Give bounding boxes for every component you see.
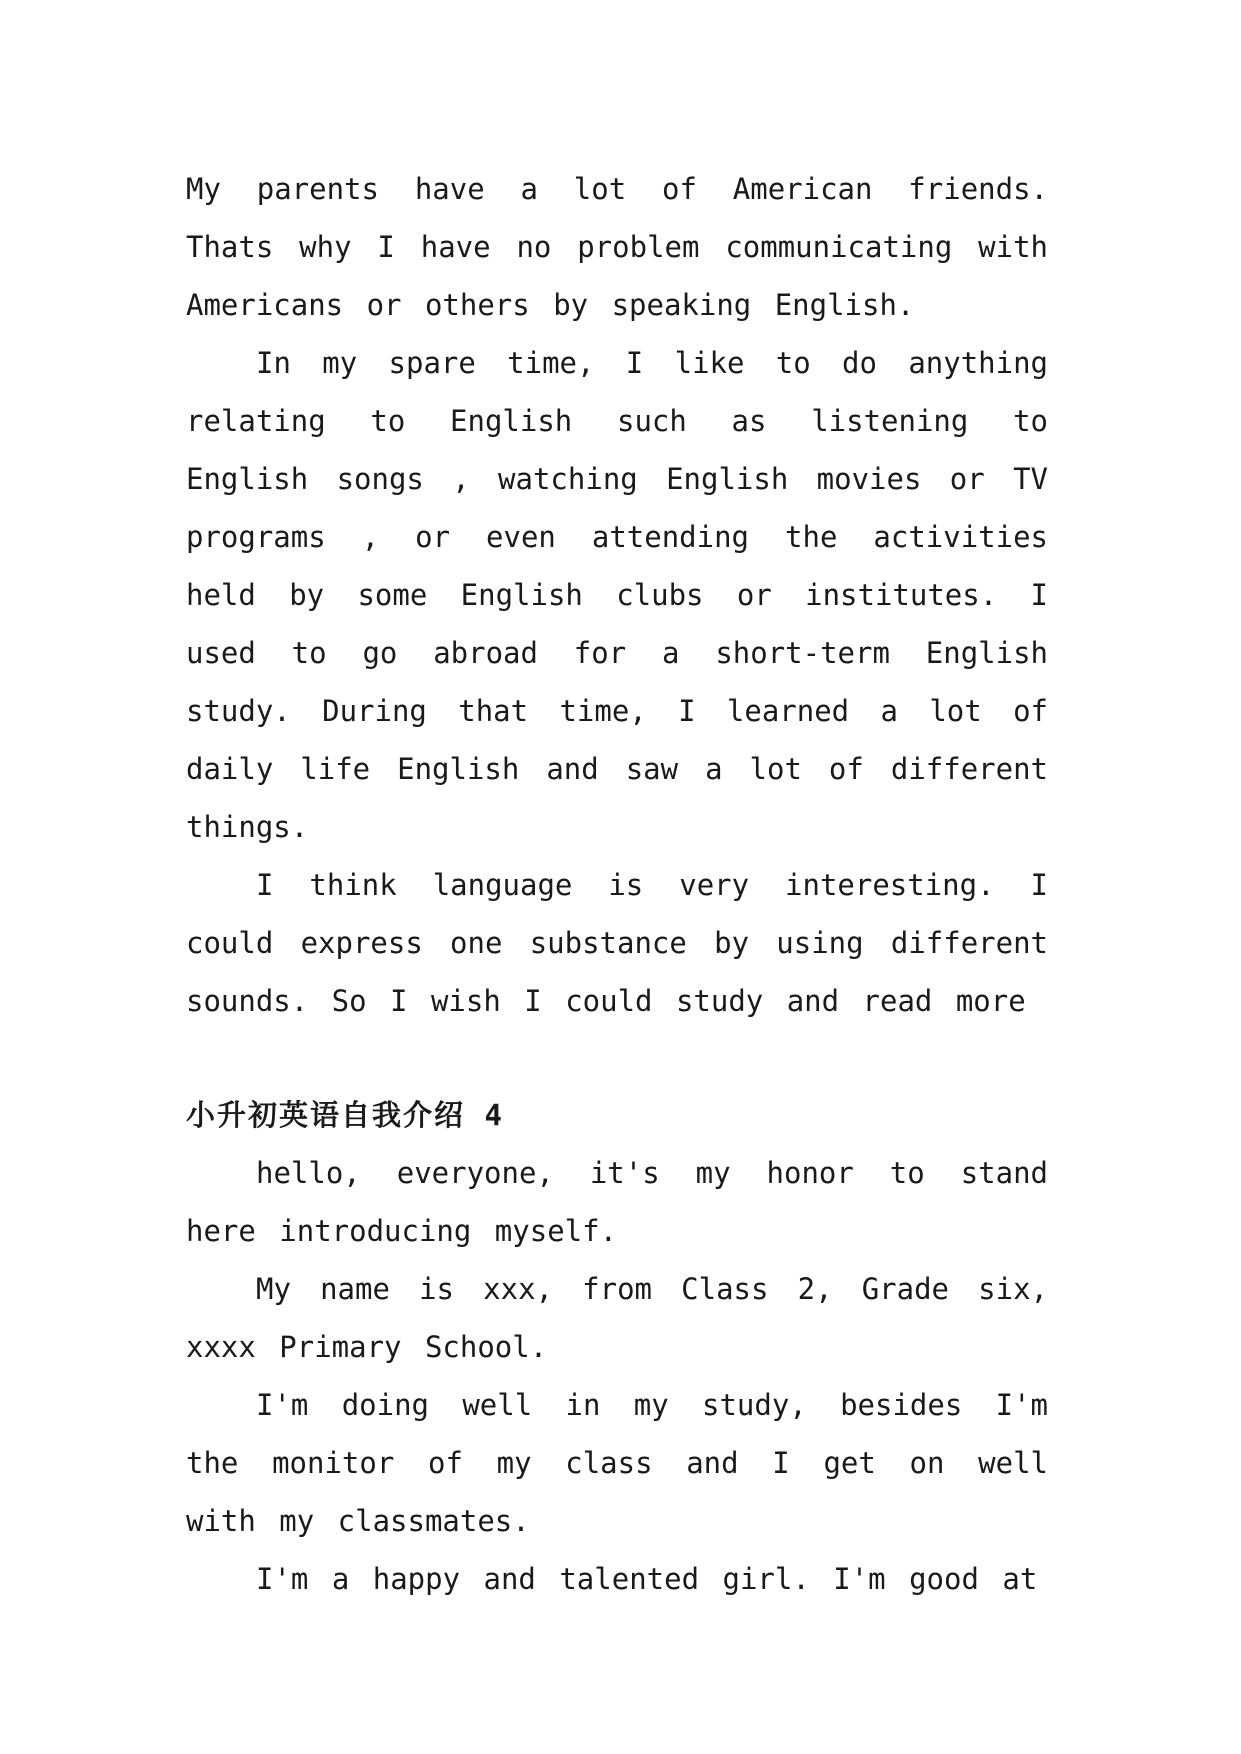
paragraph-american-friends: My parents have a lot of American friends. Thats why I have no problem communicating with Americans or others by speaking English. <box>186 172 1048 322</box>
paragraph-spare-time: In my spare time, I like to do anything relating to English such as listening to English songs , watching English movies or TV programs , or even attending the activities held by some English clubs or institutes. I used to go abroad for a short-term English study. During that time, I learned a lot of daily life English and saw a lot of different things. <box>186 346 1048 844</box>
section-heading: 小升初英语自我介绍 4 <box>186 1098 504 1132</box>
paragraph-study-monitor: I'm doing well in my study, besides I'm the monitor of my class and I get on well with my classmates. <box>186 1388 1048 1538</box>
paragraph-happy-talented: I'm a happy and talented girl. I'm good at <box>256 1562 1038 1596</box>
document-page <box>186 160 1048 1608</box>
paragraph-language-interest: I think language is very interesting. I could express one substance by using different sounds. So I wish I could study and read more <box>186 868 1048 1018</box>
paragraph-name-class: My name is xxx, from Class 2, Grade six, xxxx Primary School. <box>186 1272 1048 1364</box>
paragraph-greeting: hello, everyone, it's my honor to stand here introducing myself. <box>186 1156 1048 1248</box>
